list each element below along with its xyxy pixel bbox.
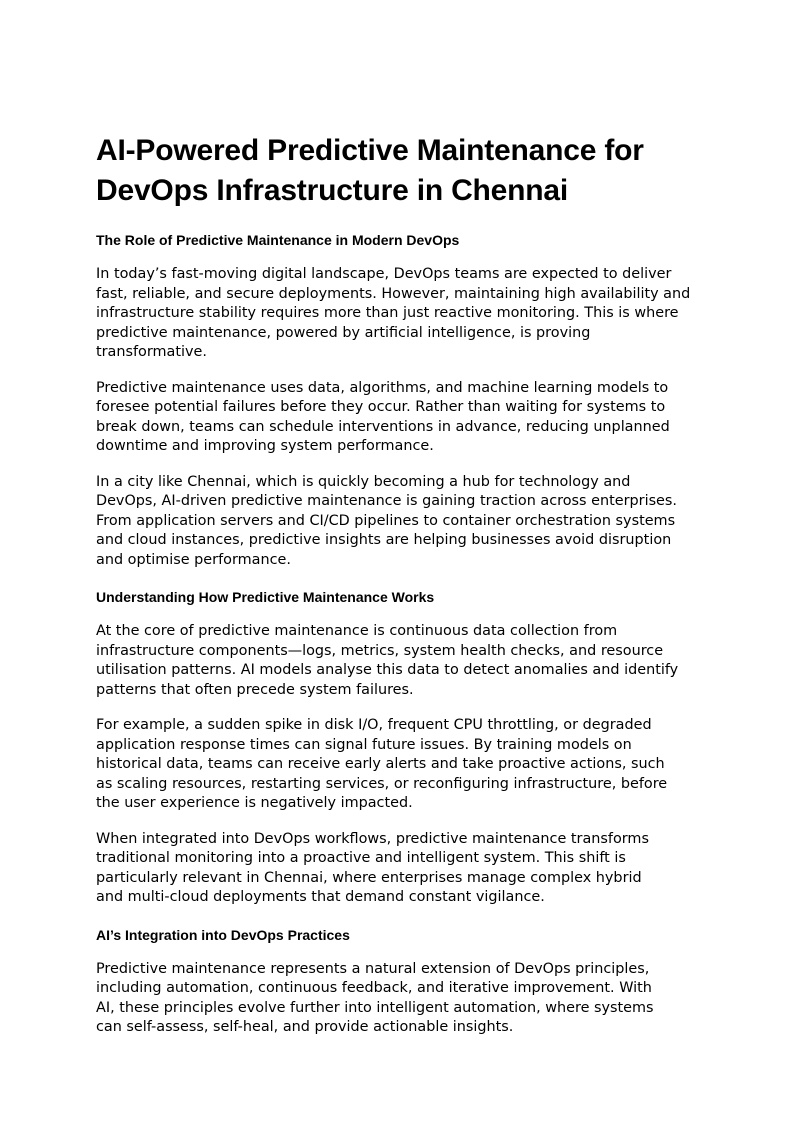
text-line: infrastructure components—logs, metrics, system health checks, and resource: [96, 642, 664, 659]
paragraph: [96, 830, 716, 908]
section-heading-role-of-predictive-maintenance: The Role of Predictive Maintenance in Modern DevOps: [96, 232, 460, 248]
text-line: AI, these principles evolve further into intelligent automation, where systems: [96, 999, 654, 1016]
text-line: DevOps, AI-driven predictive maintenance is gaining traction across enterprises.: [96, 493, 677, 509]
text-line: can self-assess, self-heal, and provide actionable insights.: [96, 1019, 514, 1035]
text-line: historical data, teams can receive early alerts and take proactive actions, such: [96, 756, 665, 772]
text-line: break down, teams can schedule interventions in advance, reducing unplanned: [96, 418, 670, 435]
text-line: foresee potential failures before they occur. Rather than waiting for systems to: [96, 399, 666, 415]
text-line: traditional monitoring into a proactive and intelligent system. This shift is: [96, 850, 626, 866]
section-heading-ai-integration-devops: AI’s Integration into DevOps Practices: [96, 926, 350, 943]
text-line: downtime and improving system performance.: [96, 438, 434, 454]
text-line: For example, a sudden spike in disk I/O, frequent CPU throttling, or degraded: [96, 717, 652, 733]
text-line: When integrated into DevOps workflows, predictive maintenance transforms: [96, 830, 649, 847]
document-title: [96, 131, 736, 211]
text-line: as scaling resources, restarting services, or reconfiguring infrastructure, before: [96, 775, 668, 792]
text-line: fast, reliable, and secure deployments. However, maintaining high availability and: [96, 285, 691, 302]
paragraph: [96, 716, 716, 814]
title-line: AI-Powered Predictive Maintenance for: [96, 134, 644, 167]
text-line: In a city like Chennai, which is quickly becoming a hub for technology and: [96, 473, 631, 490]
text-line: From application servers and CI/CD pipelines to container orchestration systems: [96, 512, 676, 529]
section-heading-how-predictive-maintenance-works: Understanding How Predictive Maintenance Works: [96, 589, 435, 605]
text-line: the user experience is negatively impacted.: [96, 795, 413, 811]
paragraph: [96, 473, 716, 571]
text-line: utilisation patterns. AI models analyse this data to detect anomalies and identify: [96, 662, 679, 678]
text-line: particularly relevant in Chennai, where enterprises manage complex hybrid: [96, 869, 642, 886]
text-line: including automation, continuous feedback, and iterative improvement. With: [96, 980, 652, 996]
paragraph: [96, 265, 716, 363]
text-line: At the core of predictive maintenance is continuous data collection from: [96, 623, 618, 639]
paragraph: [96, 379, 716, 457]
paragraph: [96, 960, 716, 1038]
text-line: and optimise performance.: [96, 551, 291, 568]
document-body: [96, 230, 716, 1038]
paragraph: [96, 622, 716, 700]
text-line: Predictive maintenance represents a natural extension of DevOps principles,: [96, 960, 650, 977]
text-line: patterns that often precede system failures.: [96, 681, 414, 698]
text-line: predictive maintenance, powered by artificial intelligence, is proving: [96, 324, 591, 341]
text-line: transformative.: [96, 344, 207, 360]
text-line: and cloud instances, predictive insights are helping businesses avoid disruption: [96, 532, 672, 548]
text-line: In today’s fast-moving digital landscape, DevOps teams are expected to deliver: [96, 266, 672, 282]
text-line: Predictive maintenance uses data, algorithms, and machine learning models to: [96, 379, 669, 396]
text-line: application response times can signal future issues. By training models on: [96, 736, 632, 753]
text-line: and multi-cloud deployments that demand constant vigilance.: [96, 889, 545, 905]
text-line: infrastructure stability requires more than just reactive monitoring. This is where: [96, 305, 679, 321]
title-line: DevOps Infrastructure in Chennai: [96, 174, 569, 207]
